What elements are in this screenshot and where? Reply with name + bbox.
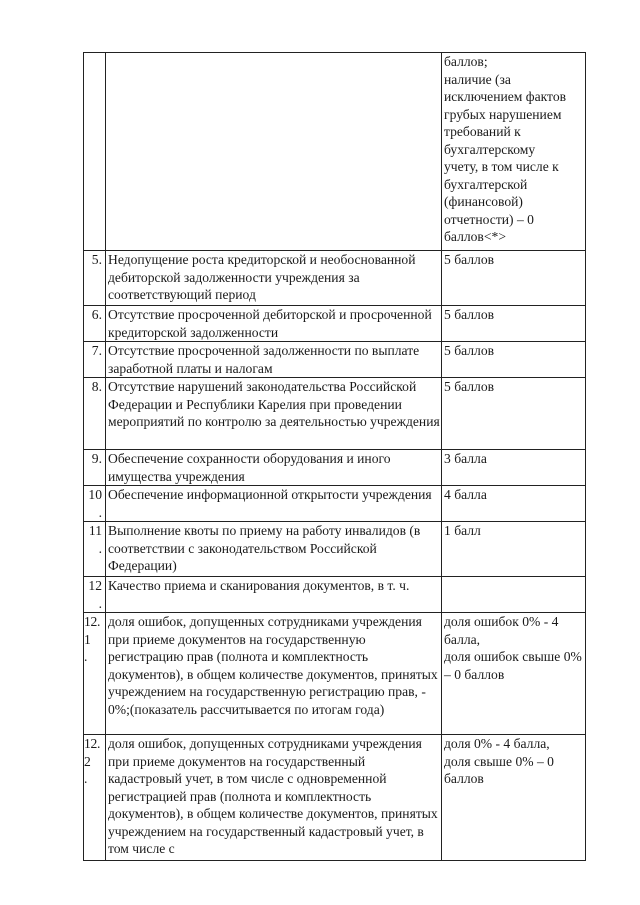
row-score: 5 баллов (442, 251, 586, 306)
table-row (84, 342, 586, 378)
row-criterion: Обеспечение информационной открытости учреждения (106, 486, 442, 522)
row-number (84, 53, 106, 251)
table-row (84, 613, 586, 735)
row-score (442, 577, 586, 613)
row-score: 1 балл (442, 522, 586, 577)
row-number: 7. (84, 342, 106, 378)
row-score: 5 баллов (442, 306, 586, 342)
row-number: 9. (84, 450, 106, 486)
row-score: доля ошибок 0% - 4 балла, доля ошибок свыше 0% – 0 баллов (442, 613, 586, 735)
row-number: 12. (84, 577, 106, 613)
table-row (84, 450, 586, 486)
criteria-table (83, 52, 586, 861)
row-number: 11. (84, 522, 106, 577)
row-score: доля 0% - 4 балла, доля свыше 0% – 0 баллов (442, 735, 586, 861)
row-score: 5 баллов (442, 342, 586, 378)
row-number: 12.2 . (84, 735, 106, 861)
table-row (84, 53, 586, 251)
row-criterion: Качество приема и сканирования документов, в т. ч. (106, 577, 442, 613)
row-number: 10. (84, 486, 106, 522)
row-criterion: Отсутствие просроченной дебиторской и просроченной кредиторской задолженности (106, 306, 442, 342)
row-criterion: доля ошибок, допущенных сотрудниками учреждения при приеме документов на государственный кадастровый учет, в том числе с одновременной регистрацией прав (полнота и комплектность документов), в общем количестве документов, принятых учреждением на государственный кадастровый учет, в том числе с (106, 735, 442, 861)
table-row (84, 378, 586, 450)
row-number: 6. (84, 306, 106, 342)
row-number: 12.1 . (84, 613, 106, 735)
table-row (84, 735, 586, 861)
row-score: баллов; наличие (за исключением фактов грубых нарушением требований к бухгалтерскому учету, в том числе к бухгалтерской (финансовой) отчетности) – 0 баллов<*> (442, 53, 586, 251)
row-score: 4 балла (442, 486, 586, 522)
table-row (84, 251, 586, 306)
table-row (84, 486, 586, 522)
table-row (84, 306, 586, 342)
row-criterion: доля ошибок, допущенных сотрудниками учреждения при приеме документов на государственную регистрацию прав (полнота и комплектность документов), в общем количестве документов, принятых учреждением на государственную регистрацию прав, - 0%;(показатель рассчитывается по итогам года) (106, 613, 442, 735)
row-criterion (106, 53, 442, 251)
row-criterion: Отсутствие просроченной задолженности по выплате заработной платы и налогам (106, 342, 442, 378)
row-score: 5 баллов (442, 378, 586, 450)
row-criterion: Недопущение роста кредиторской и необоснованной дебиторской задолженности учреждения за соответствующий период (106, 251, 442, 306)
table-row (84, 577, 586, 613)
row-criterion: Выполнение квоты по приему на работу инвалидов (в соответствии с законодательством Российской Федерации) (106, 522, 442, 577)
row-number: 8. (84, 378, 106, 450)
row-criterion: Обеспечение сохранности оборудования и иного имущества учреждения (106, 450, 442, 486)
row-criterion: Отсутствие нарушений законодательства Российской Федерации и Республики Карелия при проведении мероприятий по контролю за деятельностью учреждения (106, 378, 442, 450)
row-number: 5. (84, 251, 106, 306)
row-score: 3 балла (442, 450, 586, 486)
table-row (84, 522, 586, 577)
